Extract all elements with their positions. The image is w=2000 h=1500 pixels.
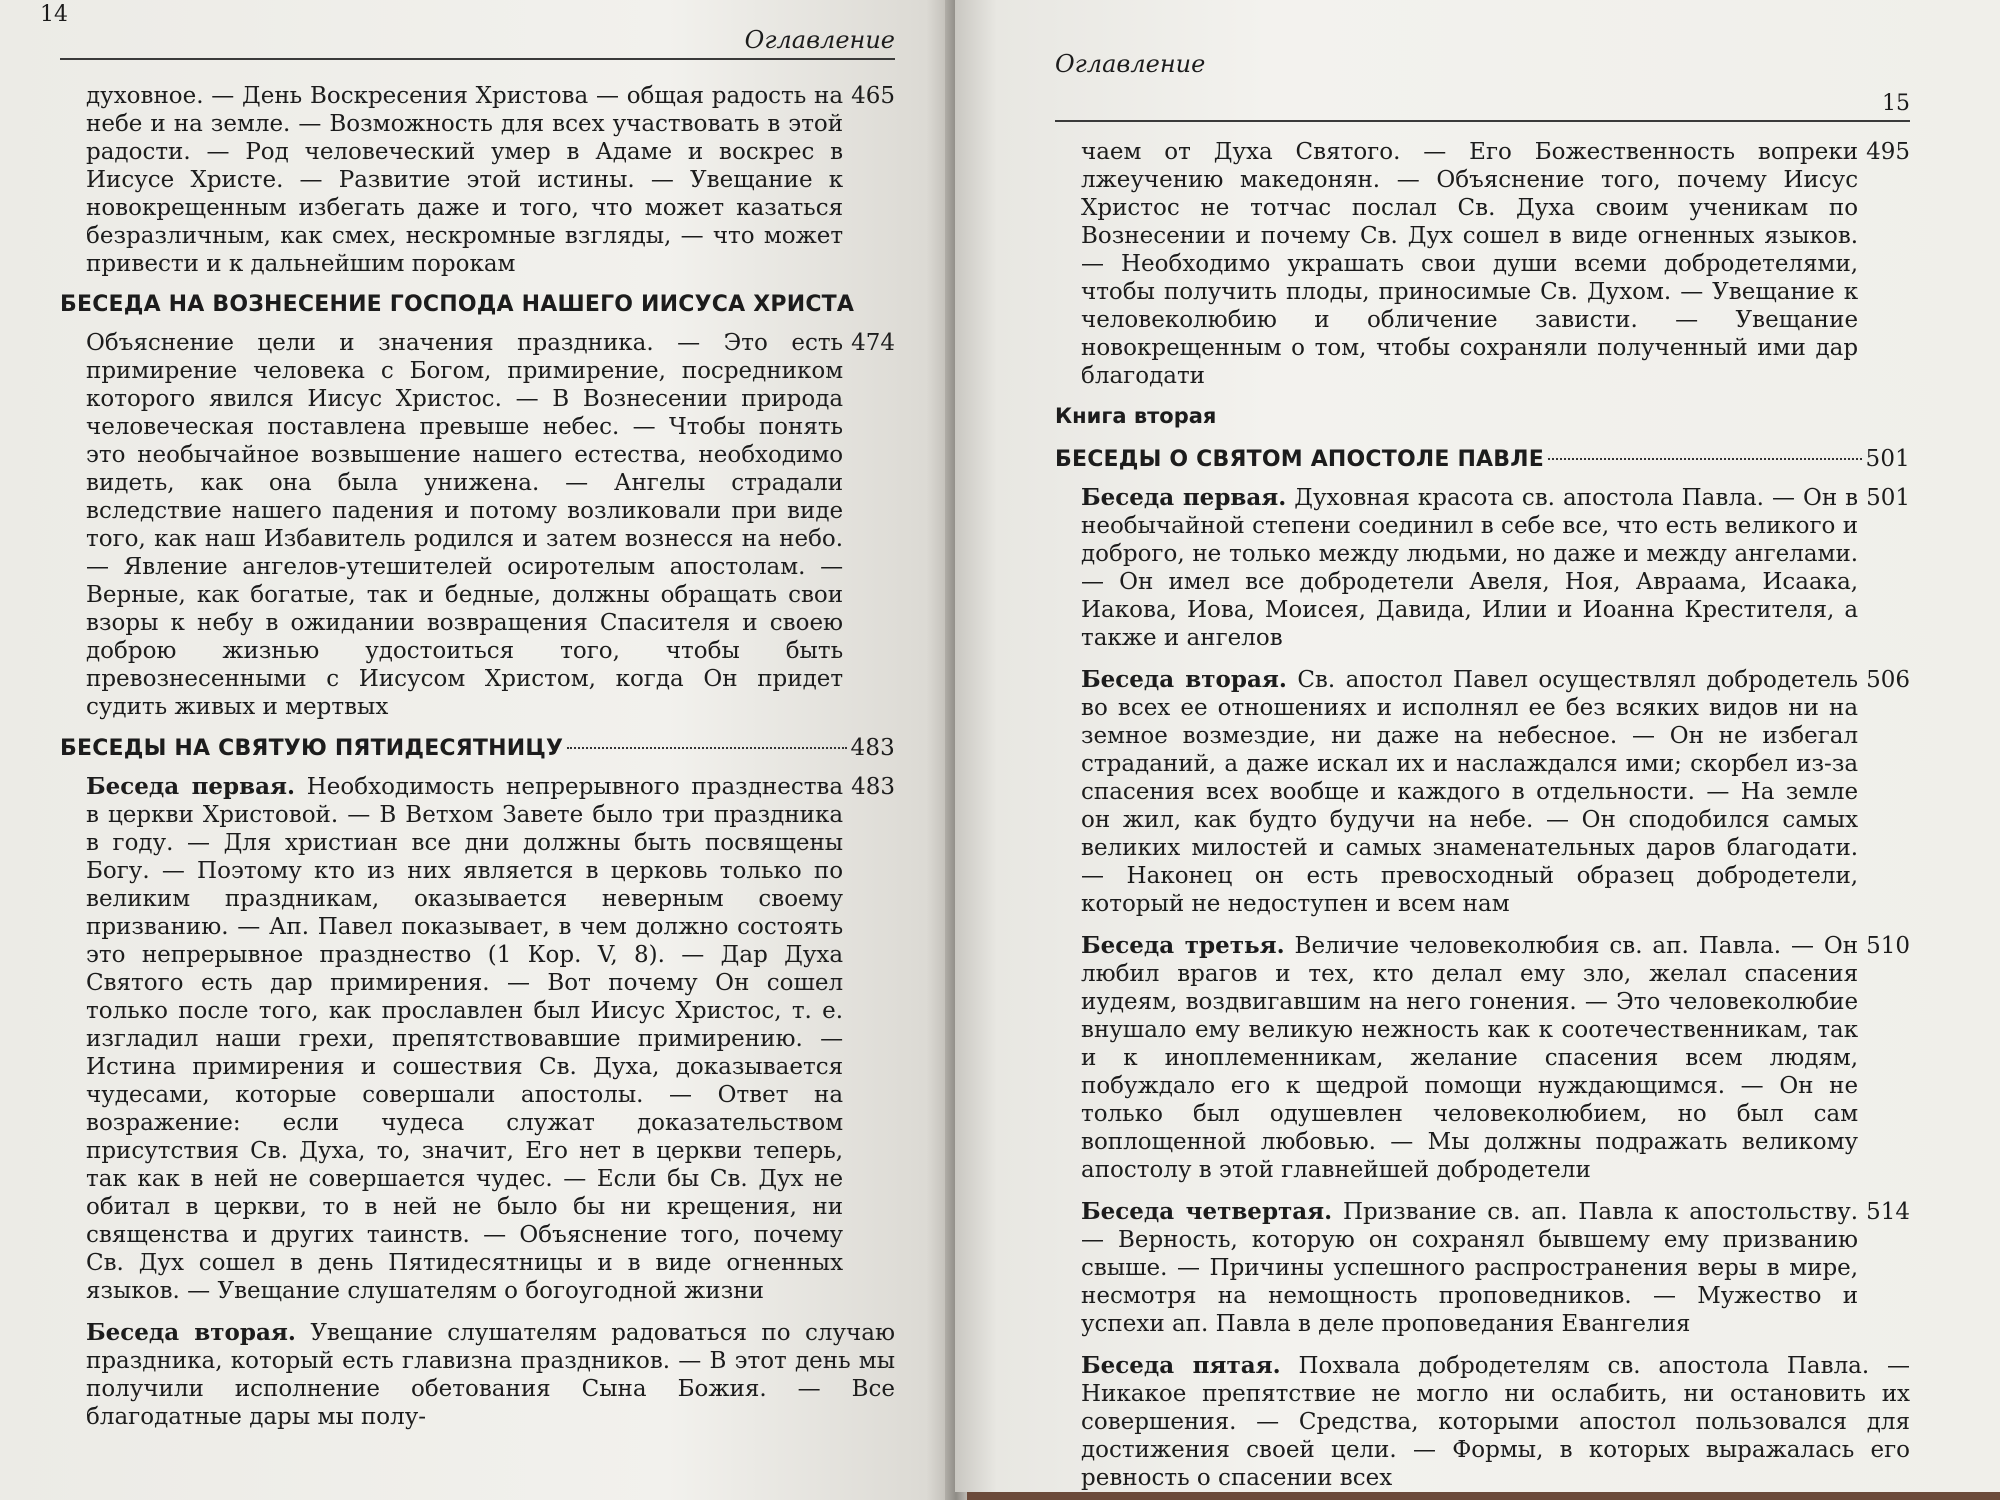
toc-entry-pentecost-second [60, 1319, 895, 1431]
toc-entry-lead: Беседа вторая. [1081, 666, 1287, 693]
left-running-head-title: Оглавление [744, 26, 895, 54]
book-two-label: Книга вторая [1055, 404, 1217, 428]
ascension-heading: БЕСЕДА НА ВОЗНЕСЕНИЕ ГОСПОДА НАШЕГО ИИСУСА ХРИСТА [60, 292, 855, 317]
left-page-number: 14 [40, 2, 68, 27]
toc-entry-lead: Беседа пятая. [1081, 1352, 1281, 1379]
pentecost-heading [60, 735, 895, 761]
toc-entry-text: Призвание св. ап. Павла к апостольству. — Верность, которую он сохранял бывшему ему призванию свыше. — Причины успешного распространения веры в мире, несмотря на немощность проповедников. — Мужество и успехи ап. Павла в деле проповедания Евангелия [1081, 1199, 1859, 1337]
toc-entry-body [1081, 1198, 1858, 1338]
toc-page-ref: 510 [1866, 933, 1910, 959]
toc-page-ref: 474 [851, 330, 895, 356]
toc-entry-body [1081, 666, 1858, 918]
left-running-header [40, 0, 895, 60]
toc-entry-ascension [60, 329, 895, 721]
right-page-number: 15 [1882, 91, 1910, 116]
toc-page-ref: 483 [851, 774, 895, 800]
toc-entry-lead: Беседа первая. [1081, 484, 1287, 511]
toc-leader-dots [567, 747, 846, 749]
toc-entry-text: Увещание слушателям радоваться по случаю праздника, который есть главизна праздников. — В этот день мы получили исполнение обетования Сына Божия. — Все благодатные дары мы полу- [86, 1320, 895, 1430]
toc-page-ref: 495 [1866, 139, 1910, 165]
toc-entry-text: духовное. — День Воскресения Христова — общая радость на небе и на земле. — Возможность для всех участвовать в этой радости. — Род человеческий умер в Адаме и воскрес в Иисусе Христе. — Развитие этой истины. — Увещание к новокрещенным избегать даже и того, что может казаться безразличным, как смех, нескромные взгляды, — что может привести и к дальнейшим порокам [86, 83, 844, 277]
toc-entry-continued [1055, 138, 1910, 390]
toc-entry-lead: Беседа четвертая. [1081, 1198, 1333, 1225]
toc-entry-text: Объяснение цели и значения праздника. — Это есть примирение человека с Богом, примирение, посредником которого явился Иисус Христос. — В Вознесении природа человеческая поставлена превыше небес. — Чтобы понять это необычайное возвышение нашего естества, необходимо видеть, как она была унижена. — Ангелы страдали вследствие нашего падения и потому возликовали при виде того, как наш Избавитель родился и затем вознесся на небо. — Явление ангелов-утешителей осиротелым апостолам. — Верные, как богатые, так и бедные, должны обращать свои взоры к небу в ожидании возвращения Спасителя и своею доброю жизнью удостоиться того, чтобы быть превознесенными с Иисусом Христом, когда Он придет судить живых и мертвых [86, 330, 844, 720]
toc-page-ref: 506 [1866, 667, 1910, 693]
toc-leader-dots [1548, 458, 1862, 460]
left-page [0, 0, 955, 1500]
right-page [955, 0, 2000, 1492]
toc-page-ref: 501 [1866, 485, 1910, 511]
toc-entry-paul-5 [1055, 1352, 1910, 1492]
toc-entry-paul-1 [1055, 484, 1910, 652]
toc-page-ref: 483 [850, 735, 895, 761]
toc-entry-lead: Беседа первая. [86, 773, 296, 800]
toc-entry-body [86, 773, 843, 1305]
toc-page-ref: 501 [1865, 446, 1910, 472]
right-running-head-title: Оглавление [1055, 50, 1206, 78]
toc-entry-paul-3 [1055, 932, 1910, 1184]
toc-entry-pentecost-first [60, 773, 895, 1305]
toc-entry-paul-2 [1055, 666, 1910, 918]
toc-page-ref: 514 [1866, 1199, 1910, 1225]
toc-page-ref: 465 [851, 83, 895, 109]
toc-entry-text: Похвала добродетелям св. апостола Павла. — Никакое препятствие не могло ни ослабить, ни остановить их совершения. — Средства, которыми апостол пользовался для достижения своей цели. — Формы, в которых выражалась его ревность о спасении всех [1081, 1353, 1911, 1491]
toc-entry-lead: Беседа вторая. [86, 1319, 296, 1346]
paul-heading [1055, 446, 1910, 472]
right-running-header [1055, 50, 1910, 122]
toc-entry-lead: Беседа третья. [1081, 932, 1285, 959]
toc-entry-intro [60, 82, 895, 278]
toc-entry-text: Св. апостол Павел осуществлял добродетель во всех ее отношениях и исполнял ее без всяких видов ни на земное возмездие, ни даже на небесное. — Он не избегал страданий, а даже искал их и наслаждался ими; скорбел из-за спасения всех вообще и каждого в отдельности. — На земле он жил, как будто будучи на небе. — Он сподобился самых великих милостей и самых знаменательных даров благодати. — Наконец он есть превосходный образец добродетели, который не недоступен и всем нам [1081, 667, 1859, 917]
toc-entry-text: Необходимость непрерывного празднества в церкви Христовой. — В Ветхом Завете было три праздника в году. — Для христиан все дни должны быть посвящены Богу. — Поэтому кто из них является в церковь только по великим праздникам, оказывается неверным своему призванию. — Ап. Павел показывает, в чем должно состоять это непрерывное празднество (1 Кор. V, 8). — Дар Духа Святого есть дар примирения. — Вот почему Он сошел только после того, как прославлен был Иисус Христос, т. е. изгладил наши грехи, препятствовавшие примирению. — Истина примирения и сошествия Св. Духа, доказывается чудесами, которые совершали апостолы. — Ответ на возражение: если чудеса служат доказательством присутствия Св. Духа, то, значит, Его нет в церкви теперь, так как в ней не совершается чудес. — Если бы Св. Дух не обитал в церкви, то в ней не было бы ни крещения, ни священства и других таинств. — Объяснение того, почему Св. Дух сошел в день Пятидесятницы и в виде огненных языков. — Увещание слушателям о богоугодной жизни [86, 774, 844, 1304]
pentecost-heading-text: БЕСЕДЫ НА СВЯТУЮ ПЯТИДЕСЯТНИЦУ [60, 736, 564, 761]
toc-entry-text: Величие человеколюбия св. ап. Павла. — Он любил врагов и тех, кто делал ему зло, желал спасения иудеям, воздвигавшим на него гонения. — Это человеколюбие внушало ему великую нежность как к соотечественникам, так и к иноплеменникам, желание спасения всем людям, побуждало его к щедрой помощи нуждающимся. — Он не только был одушевлен человеколюбием, но был сам воплощенной любовью. — Мы должны подражать великому апостолу в этой главнейшей добродетели [1081, 933, 1859, 1183]
toc-entry-body [1081, 484, 1858, 652]
toc-entry-paul-4 [1055, 1198, 1910, 1338]
paul-heading-text: БЕСЕДЫ О СВЯТОМ АПОСТОЛЕ ПАВЛЕ [1055, 447, 1544, 472]
toc-entry-body [1081, 932, 1858, 1184]
toc-entry-text: Духовная красота св. апостола Павла. — Он в необычайной степени соединил в себе все, что есть великого и доброго, не только между людьми, но даже и между ангелами. — Он имел все добродетели Авеля, Ноя, Авраама, Исаака, Иакова, Иова, Моисея, Давида, Илии и Иоанна Крестителя, а также и ангелов [1081, 485, 1859, 651]
toc-entry-text: чаем от Духа Святого. — Его Божественность вопреки лжеучению македонян. — Объяснение того, почему Иисус Христос не тотчас послал Св. Духа своим ученикам по Вознесении и почему Св. Дух сошел в виде огненных языков. — Необходимо украшать свои души всеми добродетелями, чтобы получить плоды, приносимые Св. Духом. — Увещание к человеколюбию и обличение зависти. — Увещание новокрещенным о том, чтобы сохраняли полученный ими дар благодати [1081, 139, 1859, 389]
